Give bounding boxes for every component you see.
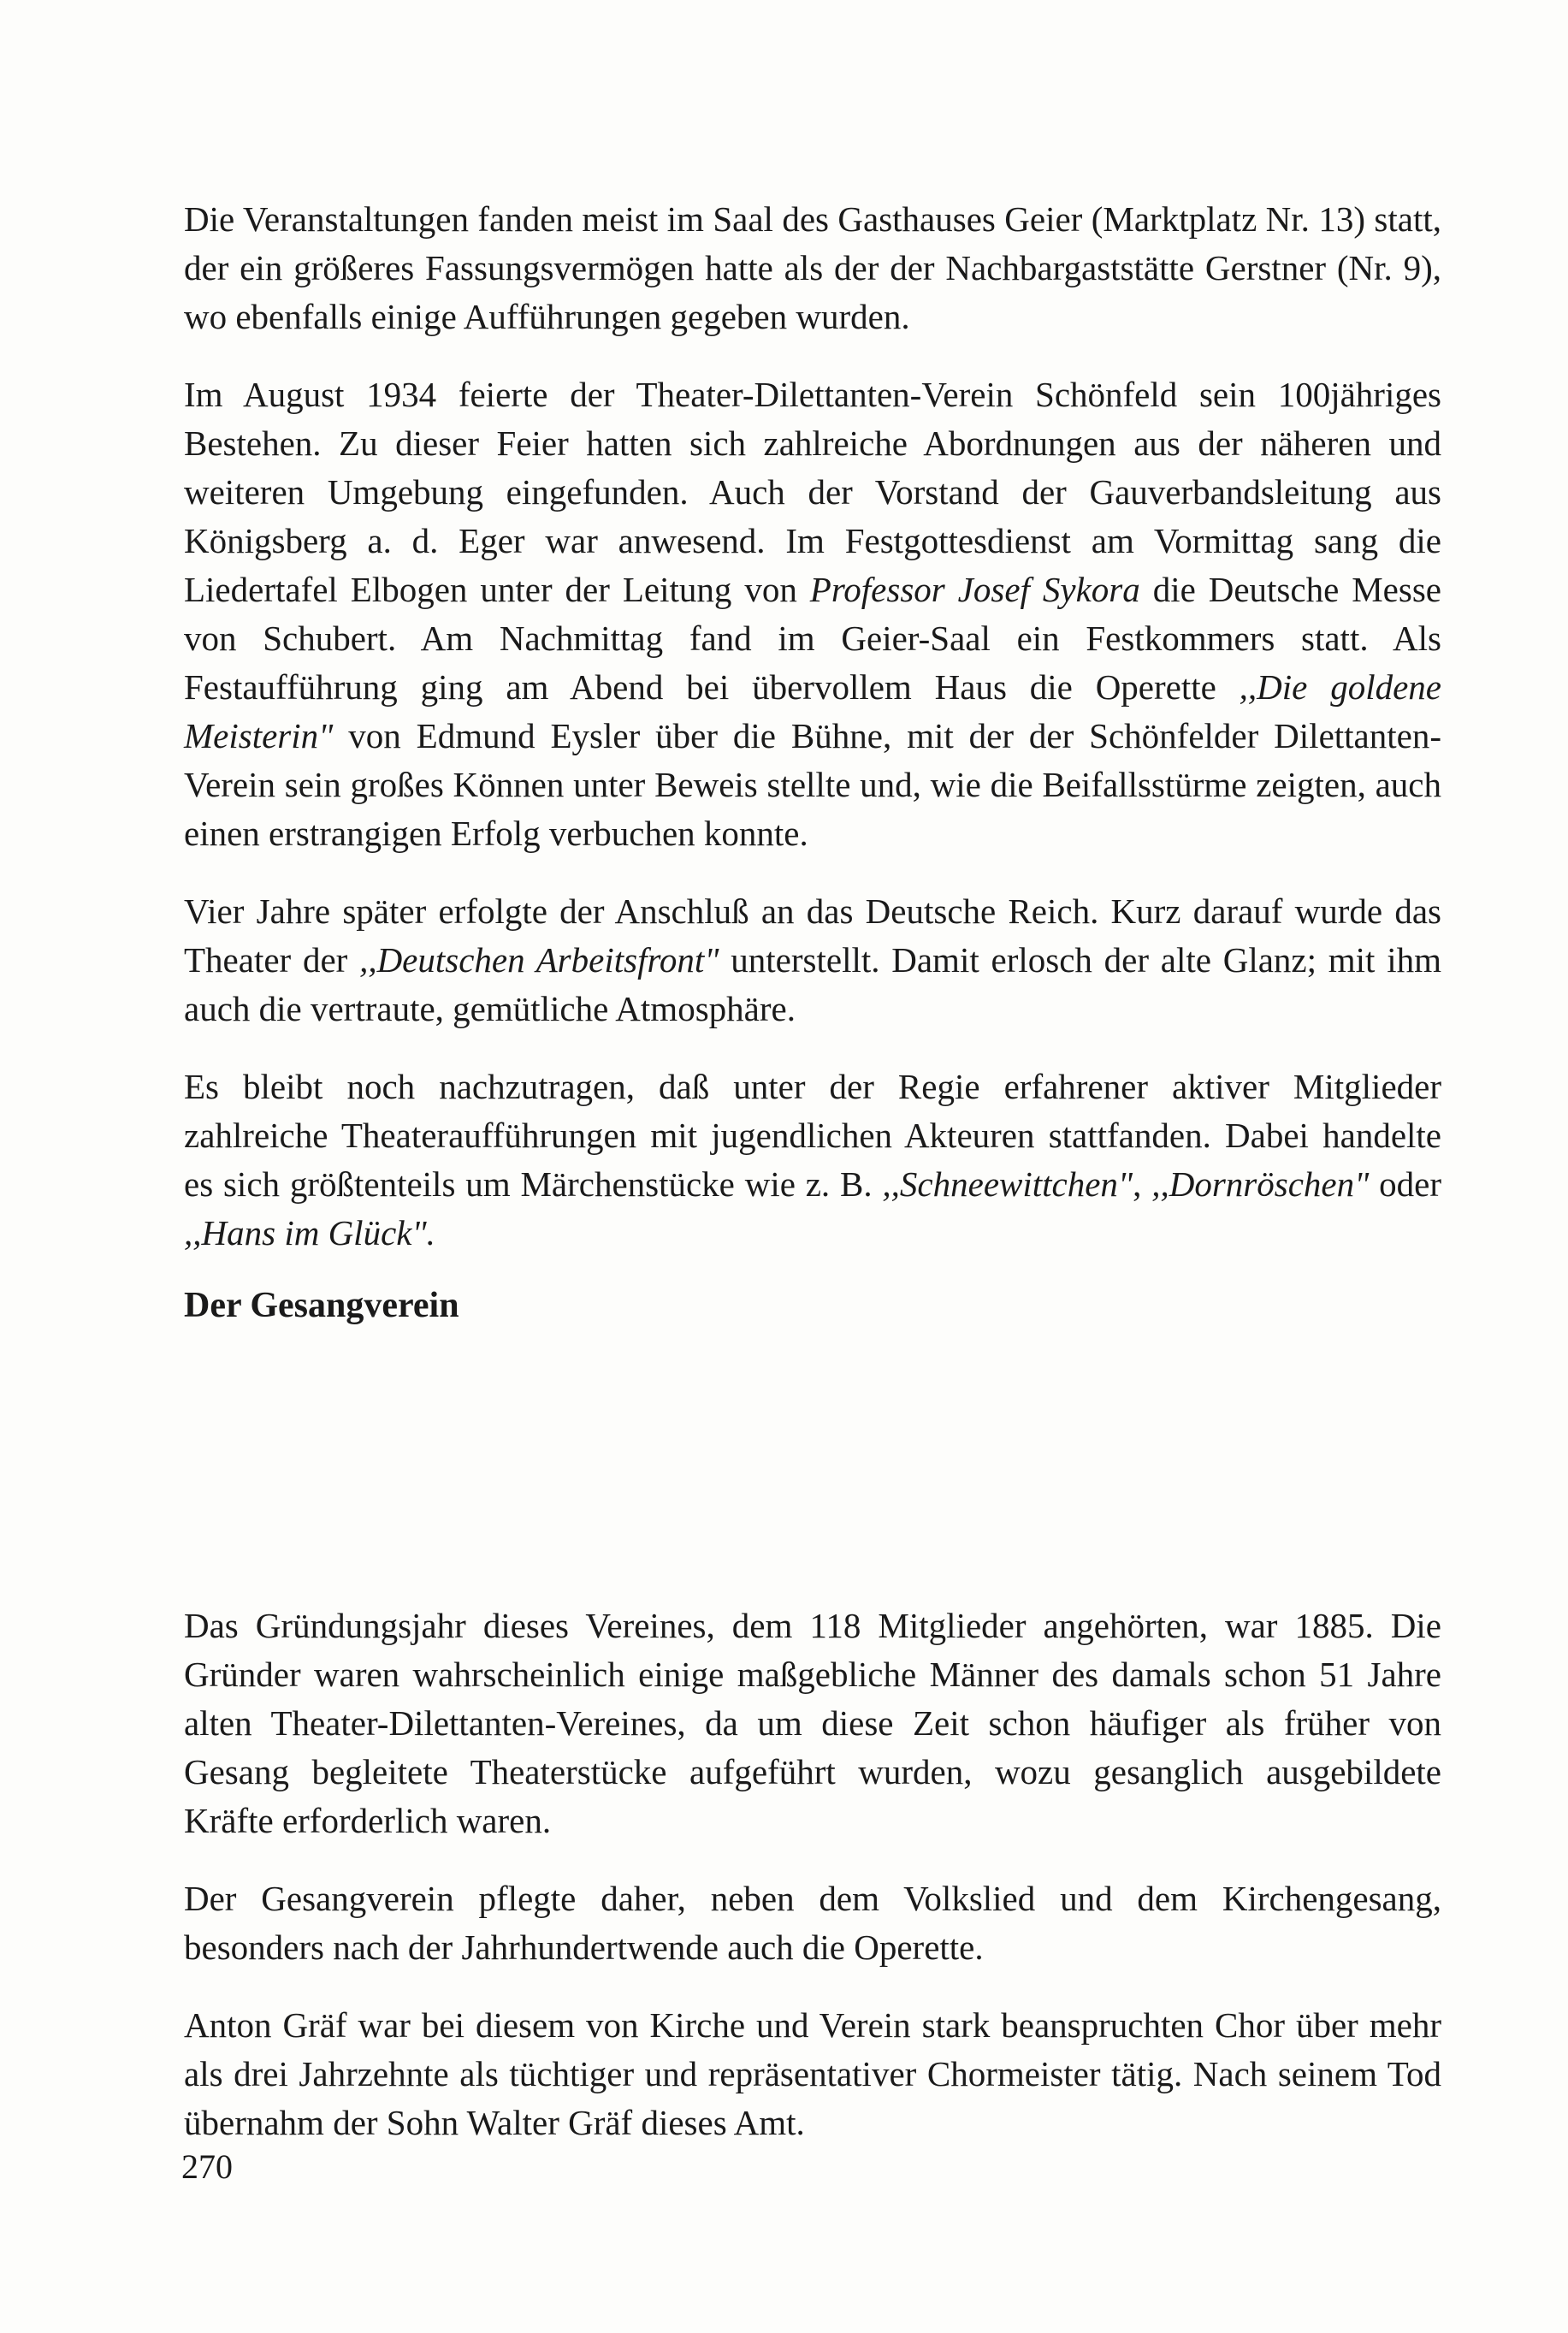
section-heading: Der Gesangverein xyxy=(184,1286,459,1325)
text-block-gesangverein xyxy=(184,1602,1441,2147)
italic-title: ,,Dornröschen" xyxy=(1151,1164,1370,1204)
italic-title: Professor Josef Sykora xyxy=(809,570,1140,609)
italic-title: ,,Die goldene Meisterin" xyxy=(184,667,1441,755)
italic-title: ,,Hans im Glück". xyxy=(184,1213,435,1252)
text-block-theater xyxy=(184,195,1441,1258)
paragraph: Die Veranstaltungen fanden meist im Saal des Gasthauses Geier (Marktplatz Nr. 13) statt, der ein größeres Fassungsvermögen hatte als der der Nachbargaststätte Gerstner (Nr. 9), wo ebenfalls einige Aufführungen gegeben wurden. xyxy=(184,199,1441,336)
paragraph: Es bleibt noch nachzutragen, daß unter der Regie erfahrener aktiver Mitglieder zahlreiche Theateraufführungen mit jugendlichen Akteuren stattfanden. Dabei handelte es sich größtenteils um Märchenstücke wie z. B. ,,Schneewittchen", ,,Dornröschen" oder ,,Hans im Glück". xyxy=(184,1067,1441,1252)
paragraph: Vier Jahre später erfolgte der Anschluß an das Deutsche Reich. Kurz darauf wurde das Theater der ,,Deutschen Arbeitsfront" unterstellt. Damit erlosch der alte Glanz; mit ihm auch die vertraute, gemütliche Atmosphäre. xyxy=(184,891,1441,1028)
paragraph: Im August 1934 feierte der Theater-Dilettanten-Verein Schönfeld sein 100jähriges Bestehen. Zu dieser Feier hatten sich zahlreiche Abordnungen aus der näheren und weiteren Umgebung eingefunden. Auch der Vorstand der Gauverbandsleitung aus Königsberg a. d. Eger war anwesend. Im Festgottesdienst am Vormittag sang die Liedertafel Elbogen unter der Leitung von Professor Josef Sykora die Deutsche Messe von Schubert. Am Nachmittag fand im Geier-Saal ein Festkommers statt. Als Festaufführung ging am Abend bei übervollem Haus die Operette ,,Die goldene Meisterin" von Edmund Eysler über die Bühne, mit der der Schönfelder Dilettanten-Verein sein großes Können unter Beweis stellte und, wie die Beifallsstürme zeigten, auch einen erstrangigen Erfolg verbuchen konnte. xyxy=(184,375,1441,853)
paragraph: Anton Gräf war bei diesem von Kirche und Verein stark beanspruchten Chor über mehr als drei Jahrzehnte als tüchtiger und repräsentativer Chormeister tätig. Nach seinem Tod übernahm der Sohn Walter Gräf dieses Amt. xyxy=(184,2005,1441,2142)
paragraph: Das Gründungsjahr dieses Vereines, dem 118 Mitglieder angehörten, war 1885. Die Gründer waren wahrscheinlich einige maßgebliche Männer des damals schon 51 Jahre alten Theater-Dilettanten-Vereines, da um diese Zeit schon häufiger als früher von Gesang begleitete Theaterstücke aufgeführt wurden, wozu gesanglich ausgebildete Kräfte erforderlich waren. xyxy=(184,1606,1441,1840)
italic-title: ,,Schneewittchen" xyxy=(882,1164,1133,1204)
italic-title: ,,Deutschen Arbeitsfront" xyxy=(359,940,719,980)
paragraph: Der Gesangverein pflegte daher, neben dem Volkslied und dem Kirchengesang, besonders nach der Jahrhundertwende auch die Operette. xyxy=(184,1879,1441,1967)
page-number: 270 xyxy=(181,2147,233,2186)
